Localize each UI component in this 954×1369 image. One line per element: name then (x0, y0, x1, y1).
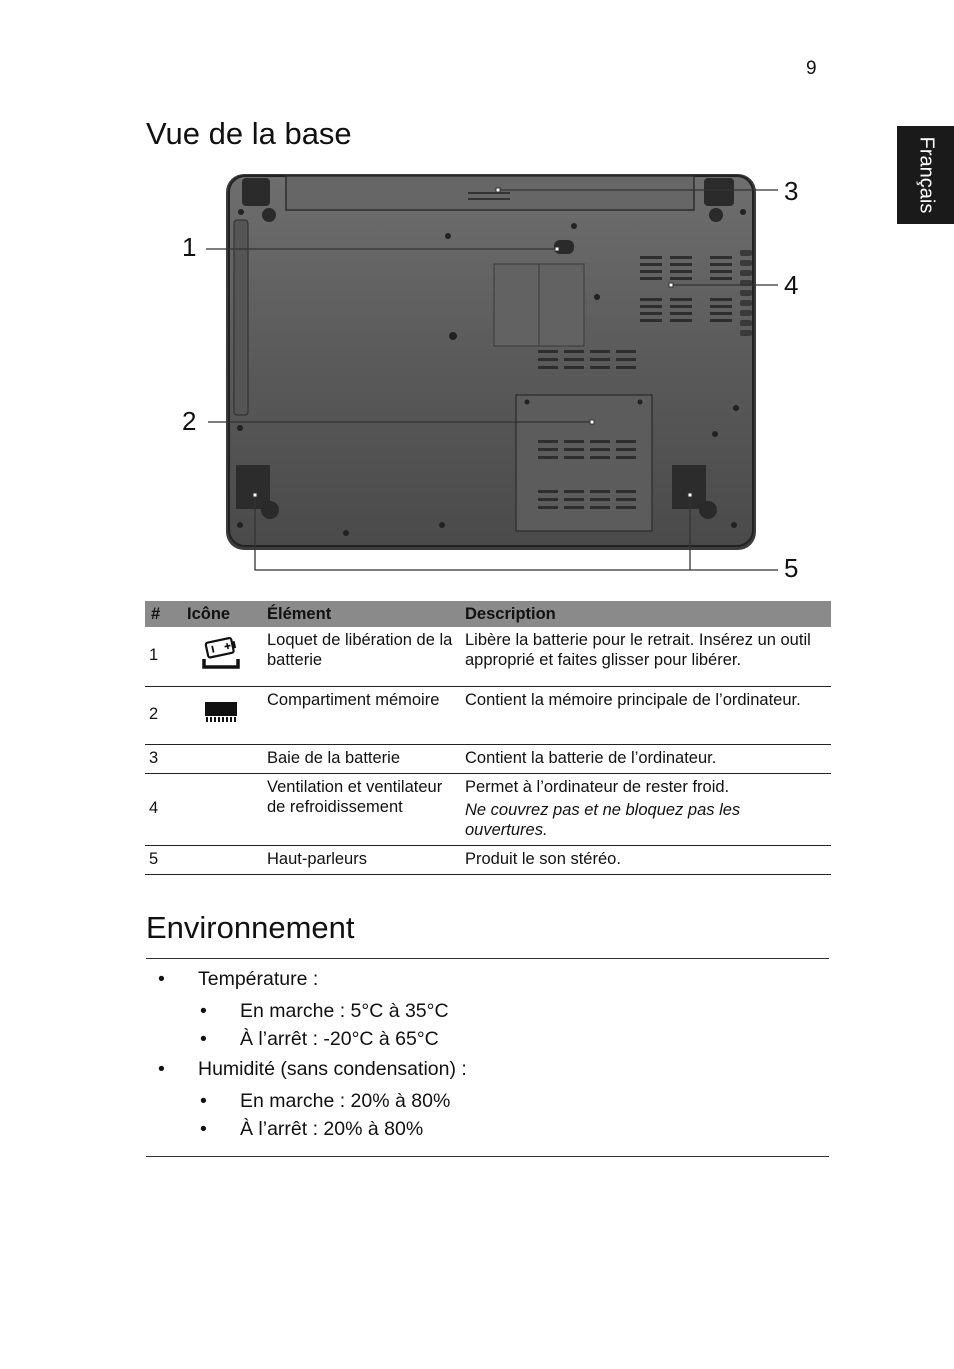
section-title-environment: Environnement (146, 910, 355, 945)
header-element: Élément (261, 601, 459, 627)
row-num: 1 (145, 627, 181, 686)
divider-bottom (146, 1156, 829, 1157)
header-description: Description (459, 601, 831, 627)
memory-compartment (516, 395, 652, 531)
row-element: Compartiment mémoire (261, 686, 459, 744)
row-description: Libère la batterie pour le retrait. Insérez un outil approprié et faites glisser pour libérer. (459, 627, 831, 686)
table-row (145, 773, 831, 845)
components-table (145, 601, 831, 875)
language-tab (897, 126, 954, 224)
battery-release-icon (181, 627, 261, 686)
list-subitem-label: En marche : 20% à 80% (240, 1090, 451, 1112)
row-note: Ne couvrez pas et ne bloquez pas les ouvertures. (465, 800, 741, 839)
table-row (145, 845, 831, 874)
callout-5: 5 (784, 553, 799, 583)
speaker-right (672, 465, 706, 509)
language-tab-label: Français (915, 136, 937, 214)
table-header-row (145, 601, 831, 627)
row-element: Ventilation et ventilateur de refroidissement (261, 773, 459, 845)
list-item-label: Humidité (sans condensation) : (198, 1058, 467, 1080)
row-description: Contient la mémoire principale de l’ordinateur. (459, 686, 831, 744)
callout-1: 1 (182, 232, 197, 262)
speaker-left (236, 465, 270, 509)
row-description-cell (459, 773, 831, 845)
laptop-base-figure (146, 160, 836, 590)
list-subitem-label: À l’arrêt : -20°C à 65°C (240, 1028, 439, 1050)
divider-top (146, 958, 829, 959)
table-row (145, 744, 831, 773)
row-num: 2 (145, 686, 181, 744)
row-num: 4 (145, 773, 181, 845)
row-element: Loquet de libération de la batterie (261, 627, 459, 686)
row-description: Permet à l’ordinateur de rester froid. (465, 777, 730, 796)
row-num: 5 (145, 845, 181, 874)
row-num: 3 (145, 744, 181, 773)
callout-3: 3 (784, 176, 799, 206)
laptop-base-illustration (146, 160, 836, 590)
callout-2: 2 (182, 406, 197, 436)
memory-module-icon (181, 686, 261, 744)
header-num: # (145, 601, 181, 627)
table-row (145, 686, 831, 744)
list-subitem-label: À l’arrêt : 20% à 80% (240, 1118, 424, 1140)
list-item-label: Température : (198, 968, 319, 990)
section-title-base: Vue de la base (146, 116, 352, 151)
row-description: Produit le son stéréo. (459, 845, 831, 874)
row-description: Contient la batterie de l’ordinateur. (459, 744, 831, 773)
header-icon: Icône (181, 601, 261, 627)
page-number: 9 (806, 58, 817, 79)
callout-4: 4 (784, 270, 799, 300)
list-subitem-label: En marche : 5°C à 35°C (240, 1000, 449, 1022)
row-element: Haut-parleurs (261, 845, 459, 874)
row-element: Baie de la batterie (261, 744, 459, 773)
table-row (145, 627, 831, 686)
